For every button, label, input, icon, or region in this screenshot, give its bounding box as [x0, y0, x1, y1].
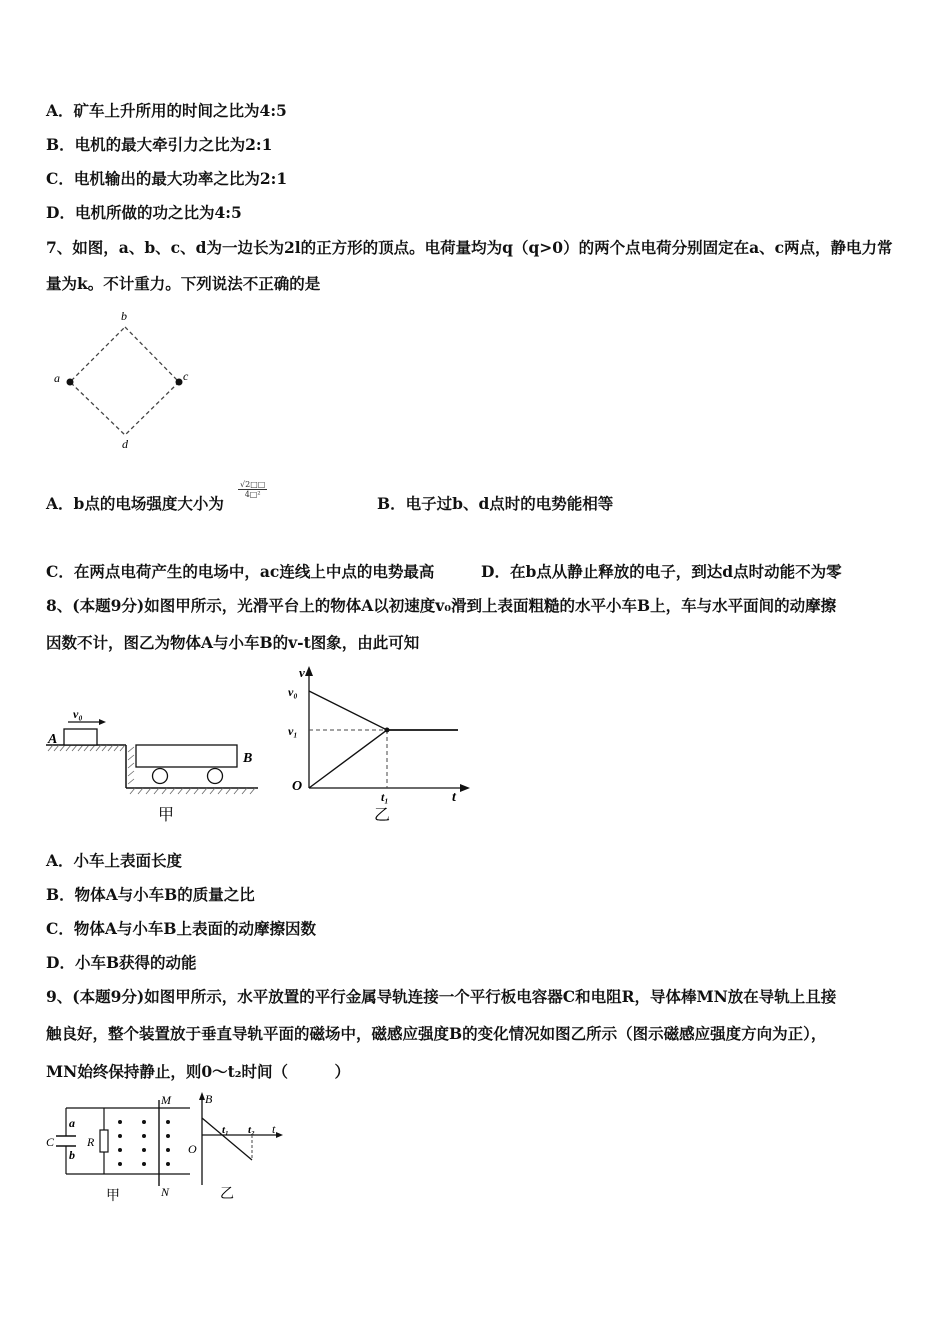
- q7-option-a-fraction: $\frac{√2□□}{\text{4□²}}$: [240, 480, 266, 499]
- q6-option-c: C．电机输出的最大功率之比为2:1: [46, 169, 288, 188]
- q8-yi-tick-v0: v₀: [288, 685, 298, 699]
- q9-yi-caption: 乙: [220, 1187, 234, 1202]
- q8-yi-axis-t: t: [452, 790, 456, 805]
- q7-square-figure: [46, 305, 206, 455]
- q8-option-b: B．物体A与小车B的质量之比: [46, 885, 255, 904]
- q8-stem-line2: 因数不计，图乙为物体A与小车B的v-t图象，由此可知: [46, 633, 420, 652]
- q7-stem-line1: 7、如图，a、b、c、d为一边长为2l的正方形的顶点。电荷量均为q（q>0）的两个点电荷分别固定在a、c两点，静电力常: [46, 238, 893, 257]
- q9-yi-tick-t2: t₂: [248, 1124, 255, 1136]
- q9-yi-axis-t: t: [272, 1122, 276, 1136]
- q8-yi-caption: 乙: [374, 807, 391, 824]
- q7-option-d: D．在b点从静止释放的电子，到达d点时动能不为零: [481, 562, 842, 581]
- q9-figure-jia: [44, 1090, 194, 1210]
- q9-label-n: N: [161, 1185, 170, 1199]
- q9-label-m: M: [161, 1093, 171, 1107]
- q7-label-c: c: [183, 369, 189, 383]
- q8-figure-jia: [44, 700, 269, 830]
- q9-stem-line3: MN始终保持静止，则0～t₂时间（ ）: [46, 1062, 351, 1081]
- q8-stem-line1: 8、(本题9分)如图甲所示，光滑平台上的物体A以初速度v₀滑到上表面粗糙的水平小车B上，车与水平面间的动摩擦: [46, 596, 837, 615]
- q9-label-r: R: [87, 1135, 95, 1149]
- q7-label-b: b: [121, 309, 127, 323]
- q9-label-c: C: [46, 1135, 55, 1149]
- q9-label-a: a: [69, 1116, 75, 1130]
- q6-option-a: A．矿车上升所用的时间之比为4:5: [46, 101, 287, 120]
- q8-yi-tick-t1: t₁: [381, 790, 389, 804]
- q9-yi-origin: O: [188, 1142, 197, 1156]
- q7-stem-line2: 量为k。不计重力。下列说法不正确的是: [46, 274, 321, 293]
- q8-vt-chart: [282, 660, 472, 830]
- q8-jia-label-a: A: [48, 732, 58, 747]
- q8-option-a: A．小车上表面长度: [46, 851, 183, 870]
- q8-jia-caption: 甲: [158, 807, 175, 824]
- series-meet-point: [385, 728, 390, 733]
- q9-stem-line1: 9、(本题9分)如图甲所示，水平放置的平行金属导轨连接一个平行板电容器C和电阻R，导体棒MN放在导轨上且接: [46, 987, 837, 1006]
- q9-figure-yi: [186, 1090, 286, 1210]
- q7-option-a: A．b点的电场强度大小为: [46, 494, 224, 513]
- q8-option-c: C．物体A与小车B上表面的动摩擦因数: [46, 919, 316, 938]
- q9-stem-line2: 触良好，整个装置放于垂直导轨平面的磁场中，磁感应强度B的变化情况如图乙所示（图示磁感应强度方向为正），: [46, 1024, 827, 1043]
- q6-option-b: B．电机的最大牵引力之比为2:1: [46, 135, 273, 154]
- q8-yi-axis-v: v: [299, 665, 305, 680]
- q8-jia-label-v0: v₀: [73, 707, 83, 721]
- q8-option-d: D．小车B获得的动能: [46, 953, 197, 972]
- series-line-object-a: [309, 691, 458, 730]
- q7-option-b: B．电子过b、d点时的电势能相等: [377, 494, 614, 513]
- q7-label-d: d: [122, 437, 128, 451]
- q9-yi-tick-t1: t₁: [222, 1124, 229, 1136]
- q9-jia-caption: 甲: [106, 1189, 120, 1204]
- q7-option-c: C．在两点电荷产生的电场中，ac连线上中点的电势最高: [46, 562, 435, 581]
- q8-yi-tick-v1: v₁: [288, 724, 298, 738]
- q9-label-b: b: [69, 1148, 75, 1162]
- q8-yi-origin: O: [292, 779, 303, 794]
- q9-yi-axis-b: B: [205, 1092, 213, 1106]
- q8-jia-label-b: B: [243, 751, 253, 766]
- series-line-cart-b: [309, 730, 458, 788]
- q7-label-a: a: [54, 371, 60, 385]
- q6-option-d: D．电机所做的功之比为4:5: [46, 203, 242, 222]
